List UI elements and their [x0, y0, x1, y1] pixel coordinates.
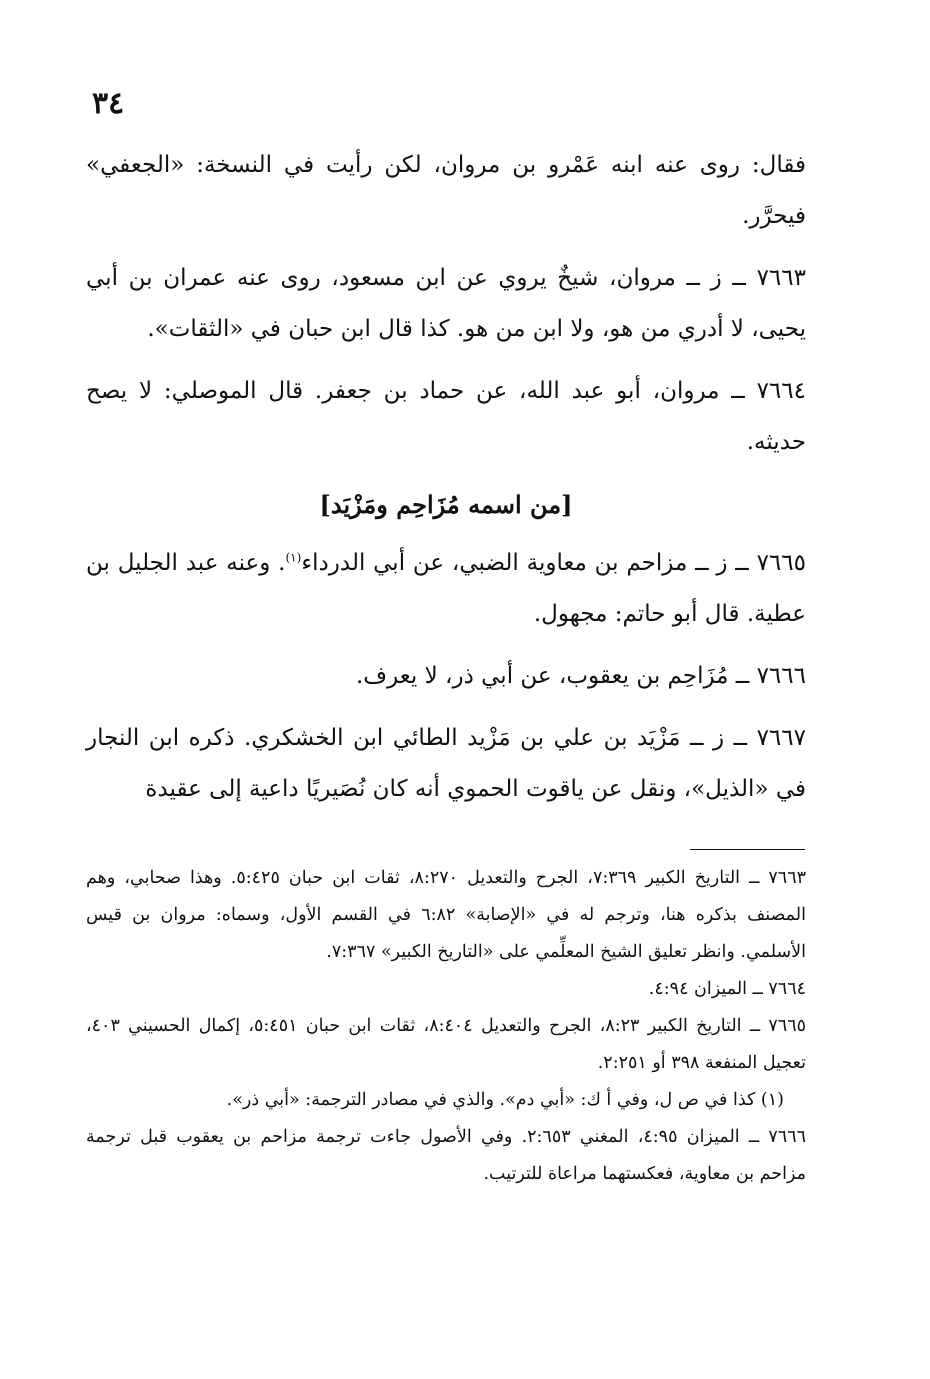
section-heading: [من اسمه مُزَاحِم ومَزْيَد]	[319, 490, 573, 519]
main-text	[86, 140, 806, 826]
entry-7667: ٧٦٦٧ ــ ز ــ مَزْيَد بن علي بن مَزْيد الطائي ابن الخشكري. ذكره ابن النجار في «الذيل»، ونقل عن ياقوت الحموي أنه كان نُصَيريًا داعية إلى عقيدة	[86, 725, 806, 802]
entry-7665-text-rest: . وعنه عبد الجليل بن عطية. قال أبو حاتم: مجهول.	[86, 550, 806, 627]
entry-7663: ٧٦٦٣ ــ ز ــ مروان، شيخٌ يروي عن ابن مسعود، روى عنه عمران بن أبي يحيى، لا أدري من هو، ولا ابن من هو. كذا قال ابن حبان في «الثقات».	[86, 265, 806, 342]
entry-7665-text: ٧٦٦٥ ــ ز ــ مزاحم بن معاوية الضبي، عن أبي الدرداء	[301, 550, 806, 576]
footnote-1: (١) كذا في ص ل، وفي أ ك: «أبي دم». والذي في مصادر الترجمة: «أبي ذر».	[226, 1090, 784, 1110]
footnotes	[86, 860, 806, 1193]
entry-7665	[86, 538, 806, 640]
footnote-divider	[690, 849, 805, 850]
page-number: ٣٤	[92, 86, 125, 121]
footnote-ref[interactable]: (١)	[285, 550, 302, 565]
entry-7664: ٧٦٦٤ ــ مروان، أبو عبد الله، عن حماد بن جعفر. قال الموصلي: لا يصح حديثه.	[86, 378, 806, 455]
note-7663: ٧٦٦٣ ــ التاريخ الكبير ٧:٣٦٩، الجرح والتعديل ٨:٢٧٠، ثقات ابن حبان ٥:٤٢٥. وهذا صحابي، وهم المصنف بذكره هنا، وترجم له في «الإصابة» ٦:٨٢ في القسم الأول، وسماه: مروان بن قيس الأسلمي. وانظر تعليق الشيخ المعلِّمي على «التاريخ الكبير» ٧:٣٦٧.	[86, 868, 806, 962]
note-7665: ٧٦٦٥ ــ التاريخ الكبير ٨:٢٣، الجرح والتعديل ٨:٤٠٤، ثقات ابن حبان ٥:٤٥١، إكمال الحسيني ٤٠٣، تعجيل المنفعة ٣٩٨ أو ٢:٢٥١.	[86, 1016, 806, 1073]
entry-7666: ٧٦٦٦ ــ مُزَاحِم بن يعقوب، عن أبي ذر، لا يعرف.	[355, 663, 806, 689]
note-7664: ٧٦٦٤ ــ الميزان ٤:٩٤.	[648, 979, 806, 999]
paragraph-continuation: فقال: روى عنه ابنه عَمْرو بن مروان، لكن رأيت في النسخة: «الجعفي» فيحرَّر.	[86, 152, 806, 229]
note-7666: ٧٦٦٦ ــ الميزان ٤:٩٥، المغني ٢:٦٥٣. وفي الأصول جاءت ترجمة مزاحم بن يعقوب قبل ترجمة مزاحم بن معاوية، فعكستهما مراعاة للترتيب.	[86, 1127, 806, 1184]
